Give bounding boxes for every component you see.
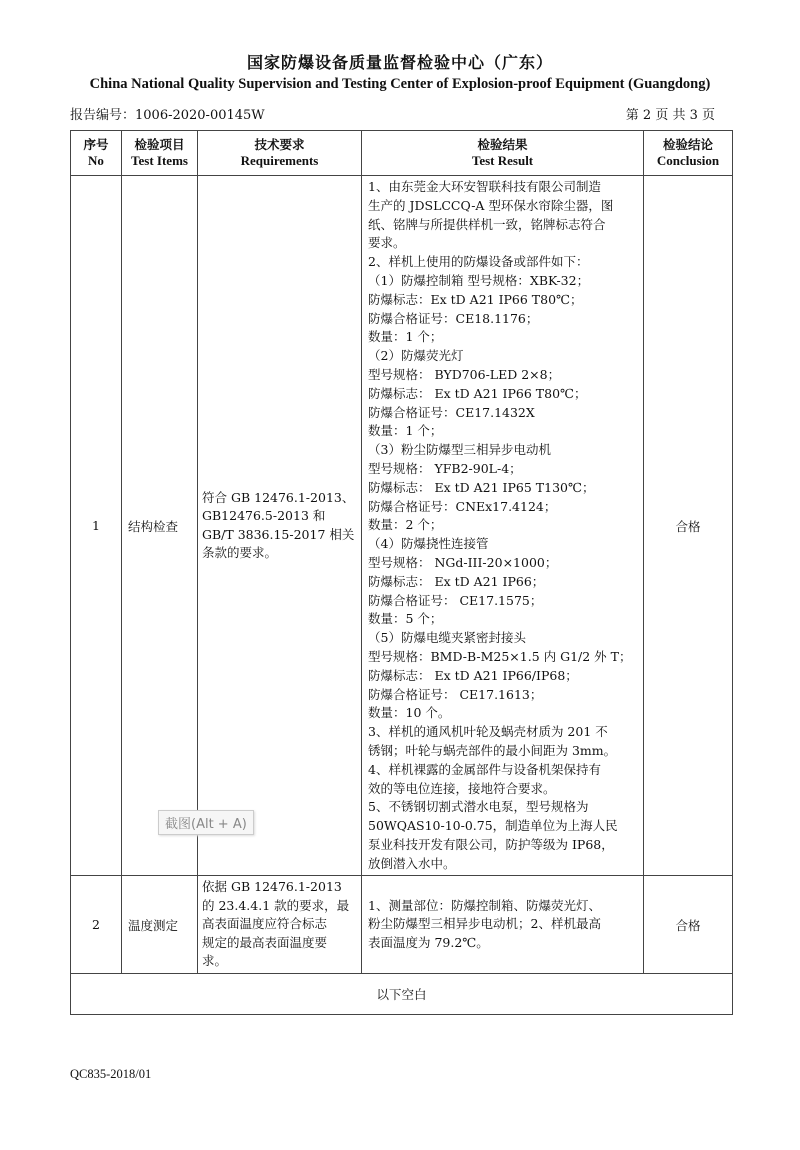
result-line: 粉尘防爆型三相异步电动机；2、样机最高 xyxy=(368,916,601,932)
header-test-items-cn: 检验项目 xyxy=(134,137,185,152)
row-number: 1 xyxy=(71,176,122,876)
header-no xyxy=(71,131,122,176)
header-no-en: No xyxy=(88,153,104,168)
header-test-result-en: Test Result xyxy=(471,153,534,168)
result-line: 数量：10 个。 xyxy=(368,705,451,721)
result-line: 1、由东莞金大环安智联科技有限公司制造 xyxy=(368,179,601,194)
requirement-line: GB/T 3836.15-2017 相关 xyxy=(202,526,355,542)
header-test-result xyxy=(362,131,644,176)
result-line: （4）防爆挠性连接管 xyxy=(368,536,489,552)
header-requirements xyxy=(198,131,362,176)
result-line: 防爆标志： Ex tD A21 IP66 T80℃； xyxy=(368,385,587,401)
row-test-result xyxy=(362,876,644,974)
requirement-line: 高表面温度应符合标志 xyxy=(202,916,328,932)
center-title-en: China National Quality Supervision and Testing Center of Explosion-proof Equipment (Guangdong) xyxy=(89,76,711,92)
result-line: 防爆标志： Ex tD A21 IP65 T130℃； xyxy=(368,479,595,495)
table-row xyxy=(71,876,733,974)
row-conclusion: 合格 xyxy=(644,876,733,974)
result-line: 防爆合格证号：CE17.1432X xyxy=(368,404,535,420)
requirement-line: 依据 GB 12476.1-2013 xyxy=(202,879,342,895)
blank-note: 以下空白 xyxy=(71,973,733,1014)
result-line: 3、样机的通风机叶轮及蜗壳材质为 201 不 xyxy=(368,724,608,740)
row-test-item: 结构检查 xyxy=(122,176,198,876)
result-line: 数量：5 个； xyxy=(368,611,443,627)
blank-row xyxy=(71,973,733,1014)
result-line: 放倒潜入水中。 xyxy=(368,855,456,871)
result-line: 防爆合格证号：CNEx17.4124； xyxy=(368,498,557,514)
header-conclusion-en: Conclusion xyxy=(656,153,720,168)
center-title-cn: 国家防爆设备质量监督检验中心（广东） xyxy=(246,53,553,72)
result-line: 50WQAS10-10-0.75，制造单位为上海人民 xyxy=(368,818,618,834)
result-line: 4、样机裸露的金属部件与设备机架保持有 xyxy=(368,761,601,777)
result-line: 型号规格： NGd-III-20×1000； xyxy=(368,554,558,570)
row-conclusion: 合格 xyxy=(644,176,733,876)
result-line: 锈钢；叶轮与蜗壳部件的最小间距为 3mm。 xyxy=(368,742,617,758)
header-test-items xyxy=(122,131,198,176)
screenshot-tooltip: 截图(Alt + A) xyxy=(158,810,254,835)
result-line: 防爆合格证号： CE17.1613； xyxy=(368,686,543,702)
result-line: 防爆标志： Ex tD A21 IP66/IP68； xyxy=(368,667,578,683)
requirement-line: 规定的最高表面温度要 xyxy=(202,934,328,950)
result-line: 型号规格： YFB2-90L-4； xyxy=(368,460,522,476)
result-line: 效的等电位连接，接地符合要求。 xyxy=(368,780,556,796)
test-result-table xyxy=(70,130,733,1015)
result-line: 防爆合格证号： CE17.1575； xyxy=(368,592,543,608)
header-requirements-cn: 技术要求 xyxy=(254,137,305,152)
header-test-result-cn: 检验结果 xyxy=(477,137,528,152)
result-line: 数量：1 个； xyxy=(368,423,443,439)
result-line: （1）防爆控制箱 型号规格：XBK-32； xyxy=(368,272,590,288)
page-number: 第 2 页 共 3 页 xyxy=(625,108,715,123)
header-conclusion-cn: 检验结论 xyxy=(662,137,713,152)
header-no-cn: 序号 xyxy=(83,137,109,152)
result-line: 数量：2 个； xyxy=(368,517,443,533)
requirement-line: 符合 GB 12476.1-2013、 xyxy=(202,489,355,505)
row-requirement xyxy=(198,876,362,974)
result-line: 型号规格：BMD-B-M25×1.5 内 G1/2 外 T； xyxy=(368,648,632,664)
row-test-item: 温度测定 xyxy=(122,876,198,974)
result-line: 数量：1 个； xyxy=(368,329,443,345)
result-line: 型号规格： BYD706-LED 2×8； xyxy=(368,366,561,382)
report-number: 报告编号：1006-2020-00145W xyxy=(70,108,265,123)
result-line: 生产的 JDSLCCQ-A 型环保水帘除尘器，图 xyxy=(368,197,614,213)
table-header-row xyxy=(71,131,733,176)
result-line: 表面温度为 79.2℃。 xyxy=(368,935,489,951)
result-line: （2）防爆荧光灯 xyxy=(368,348,464,364)
result-line: （5）防爆电缆夹紧密封接头 xyxy=(368,630,526,646)
form-code: QC835-2018/01 xyxy=(70,1067,152,1081)
row-test-result xyxy=(362,176,644,876)
result-line: 2、样机上使用的防爆设备或部件如下： xyxy=(368,254,589,270)
requirement-line: 求。 xyxy=(202,953,228,969)
row-requirement xyxy=(198,176,362,876)
requirement-line: 的 23.4.4.1 款的要求，最 xyxy=(202,897,350,913)
result-line: 纸、铭牌与所提供样机一致，铭牌标志符合 xyxy=(368,216,606,232)
result-line: 5、不锈钢切割式潜水电泵，型号规格为 xyxy=(368,799,589,815)
header-test-items-en: Test Items xyxy=(131,153,188,168)
requirement-line: 条款的要求。 xyxy=(202,545,278,561)
result-line: 防爆标志：Ex tD A21 IP66 T80℃； xyxy=(368,291,583,307)
result-line: 防爆合格证号：CE18.1176； xyxy=(368,310,539,326)
header-conclusion xyxy=(644,131,733,176)
requirement-line: GB12476.5-2013 和 xyxy=(202,508,326,524)
result-line: （3）粉尘防爆型三相异步电动机 xyxy=(368,442,551,458)
result-line: 1、测量部位：防爆控制箱、防爆荧光灯、 xyxy=(368,897,601,913)
result-line: 泵业科技开发有限公司，防护等级为 IP68， xyxy=(368,836,614,852)
result-line: 要求。 xyxy=(368,235,406,251)
row-number: 2 xyxy=(71,876,122,974)
header-requirements-en: Requirements xyxy=(240,153,319,168)
table-row xyxy=(71,176,733,876)
result-line: 防爆标志： Ex tD A21 IP66； xyxy=(368,573,545,589)
